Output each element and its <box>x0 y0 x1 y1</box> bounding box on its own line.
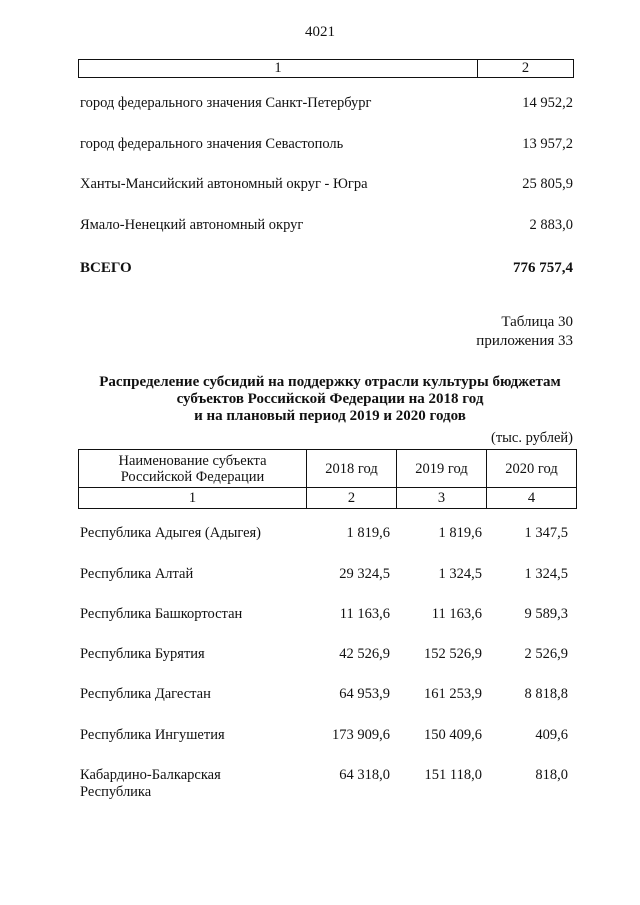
header-subject-name <box>79 450 307 488</box>
subject-name-line: Республика <box>80 784 152 800</box>
value-2018: 42 526,9 <box>339 646 390 662</box>
value-2018: 11 163,6 <box>339 606 390 622</box>
page-number: 4021 <box>305 24 335 40</box>
main-table-header <box>78 449 577 509</box>
header-number: 4 <box>527 490 536 506</box>
table-caption <box>476 313 573 351</box>
header-2020: 2020 год <box>487 450 576 488</box>
value-2018: 29 324,5 <box>339 566 390 582</box>
header-2019: 2019 год <box>397 450 487 488</box>
top-table-header <box>78 59 574 78</box>
total-label: ВСЕГО <box>80 260 132 276</box>
value-2020: 9 589,3 <box>524 606 568 622</box>
subject-name: Республика Башкортостан <box>80 606 243 622</box>
header-number: 3 <box>397 488 487 508</box>
value-2018: 64 953,9 <box>339 686 390 702</box>
value-2018: 1 819,6 <box>346 525 390 541</box>
value-2020: 1 347,5 <box>524 525 568 541</box>
caption-line: приложения 33 <box>476 333 573 349</box>
subject-name-line: Кабардино-Балкарская <box>80 767 221 783</box>
region-value: 2 883,0 <box>529 217 573 233</box>
value-2019: 1 819,6 <box>438 525 482 541</box>
region-value: 13 957,2 <box>522 136 573 152</box>
header-number: 1 <box>79 488 307 508</box>
value-2019: 11 163,6 <box>431 606 482 622</box>
units-label: (тыс. рублей) <box>491 430 573 446</box>
value-2019: 151 118,0 <box>424 767 482 783</box>
value-2020: 8 818,8 <box>524 686 568 702</box>
total-value: 776 757,4 <box>513 260 573 276</box>
value-2019: 152 526,9 <box>424 646 482 662</box>
region-value: 25 805,9 <box>522 176 573 192</box>
top-table-header-col1: 1 <box>79 60 478 77</box>
region-value: 14 952,2 <box>522 95 573 111</box>
subject-name: Республика Адыгея (Адыгея) <box>80 525 262 541</box>
header-number: 2 <box>307 488 397 508</box>
title-line: Распределение субсидий на поддержку отрасли культуры бюджетам <box>99 374 561 390</box>
table-row <box>0 176 640 196</box>
value-2020: 409,6 <box>535 727 568 743</box>
table-row <box>0 95 640 115</box>
table-row <box>0 136 640 156</box>
header-subject-line: Наименование субъекта <box>118 452 267 469</box>
header-2018: 2018 год <box>307 450 397 488</box>
subject-name: Республика Ингушетия <box>80 727 225 743</box>
header-subject-line: Российской Федерации <box>120 468 265 485</box>
region-name: Ямало-Ненецкий автономный округ <box>80 217 304 233</box>
top-table-header-col2: 2 <box>521 60 530 76</box>
caption-line: Таблица 30 <box>501 314 573 330</box>
title-line: субъектов Российской Федерации на 2018 год <box>176 391 484 407</box>
value-2020: 2 526,9 <box>524 646 568 662</box>
value-2020: 1 324,5 <box>524 566 568 582</box>
title-line: и на плановый период 2019 и 2020 годов <box>194 408 466 424</box>
table-title <box>70 374 590 425</box>
value-2018: 64 318,0 <box>339 767 390 783</box>
subject-name: Республика Алтай <box>80 566 194 582</box>
value-2018: 173 909,6 <box>332 727 390 743</box>
table-row <box>0 217 640 237</box>
region-name: город федерального значения Санкт-Петербург <box>80 95 372 111</box>
region-name: город федерального значения Севастополь <box>80 136 344 152</box>
value-2020: 818,0 <box>535 767 568 783</box>
region-name: Ханты-Мансийский автономный округ - Югра <box>80 176 368 192</box>
value-2019: 161 253,9 <box>424 686 482 702</box>
value-2019: 1 324,5 <box>438 566 482 582</box>
value-2019: 150 409,6 <box>424 727 482 743</box>
subject-name <box>80 767 310 801</box>
subject-name: Республика Дагестан <box>80 686 211 702</box>
subject-name: Республика Бурятия <box>80 646 205 662</box>
